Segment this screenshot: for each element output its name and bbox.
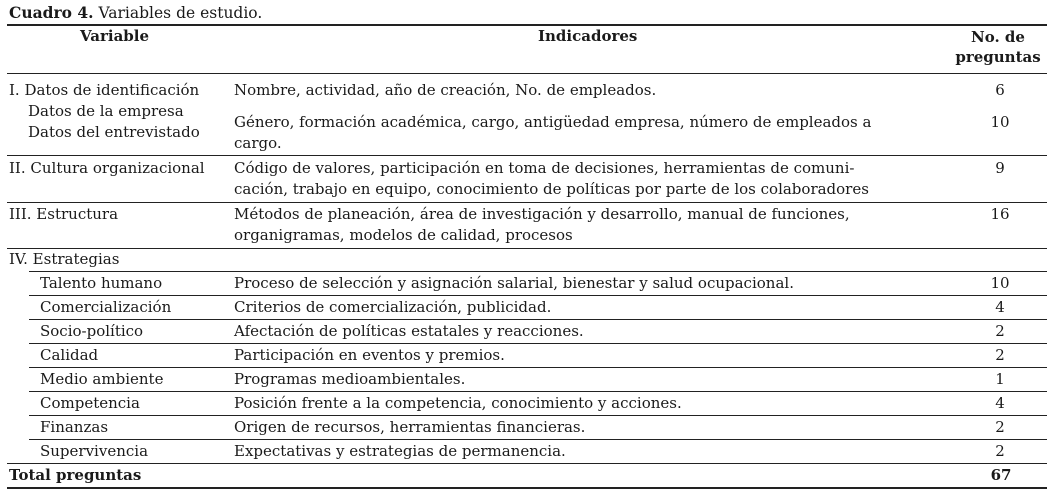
row-1-sub-entrevistado: Datos del entrevistado xyxy=(28,123,200,141)
bottom-rule xyxy=(7,487,1047,489)
subrow-variable: Comercialización xyxy=(40,298,172,316)
subrow-indicators: Participación en eventos y premios. xyxy=(234,346,505,364)
row-3-indicators-line1: Métodos de planeación, área de investigación y desarrollo, manual de funciones, xyxy=(234,205,850,223)
row-1-count-b: 10 xyxy=(990,113,1010,131)
subrow-indicators: Origen de recursos, herramientas financieras. xyxy=(234,418,586,436)
header-preguntas-line1: No. de xyxy=(971,28,1025,46)
row-3-count: 16 xyxy=(990,205,1010,223)
subrow-rule xyxy=(29,295,1047,296)
subrow-variable: Calidad xyxy=(40,346,99,364)
subrow-rule xyxy=(29,343,1047,344)
subrow-count: 10 xyxy=(990,274,1010,292)
row-2-variable: II. Cultura organizacional xyxy=(9,159,205,177)
subrow-indicators: Expectativas y estrategias de permanencia. xyxy=(234,442,566,460)
subrow-variable: Finanzas xyxy=(40,418,109,436)
subrow-rule xyxy=(29,439,1047,440)
row-2-indicators-line1: Código de valores, participación en toma de decisiones, herramientas de comuni- xyxy=(234,159,855,177)
subrow-rule xyxy=(29,367,1047,368)
header-rule xyxy=(7,73,1047,74)
subrow-rule xyxy=(29,415,1047,416)
header-variable: Variable xyxy=(80,27,150,45)
header-indicadores: Indicadores xyxy=(538,27,638,45)
subrow-count: 2 xyxy=(995,418,1005,436)
row-1-count-a: 6 xyxy=(995,81,1005,99)
row-1-sub-empresa: Datos de la empresa xyxy=(28,102,184,120)
subrow-count: 1 xyxy=(995,370,1005,388)
subrow-indicators: Criterios de comercialización, publicidad. xyxy=(234,298,552,316)
subrow-rule xyxy=(29,271,1047,272)
row-rule xyxy=(7,202,1047,203)
top-rule xyxy=(7,24,1047,26)
subrow-indicators: Posición frente a la competencia, conocimiento y acciones. xyxy=(234,394,682,412)
subrow-rule xyxy=(29,319,1047,320)
subrow-variable: Competencia xyxy=(40,394,140,412)
row-1-indicators-a: Nombre, actividad, año de creación, No. de empleados. xyxy=(234,81,657,99)
row-1-indicators-b-line1: Género, formación académica, cargo, antigüedad empresa, número de empleados a xyxy=(234,113,872,131)
subrow-count: 2 xyxy=(995,442,1005,460)
row-2-indicators-line2: cación, trabajo en equipo, conocimiento de políticas por parte de los colaboradores xyxy=(234,180,869,198)
caption-text: Variables de estudio. xyxy=(98,4,263,22)
total-value: 67 xyxy=(990,466,1012,484)
subrow-count: 2 xyxy=(995,322,1005,340)
row-3-variable: III. Estructura xyxy=(9,205,119,223)
subrow-variable: Talento humano xyxy=(40,274,163,292)
caption-label: Cuadro 4. xyxy=(9,3,94,22)
subrow-variable: Supervivencia xyxy=(40,442,149,460)
total-rule xyxy=(7,463,1047,464)
subrow-variable: Medio ambiente xyxy=(40,370,164,388)
row-rule xyxy=(7,155,1047,156)
row-4-variable: IV. Estrategias xyxy=(9,250,120,268)
row-1-variable: I. Datos de identificación xyxy=(9,81,200,99)
table-caption xyxy=(9,3,262,23)
subrow-count: 2 xyxy=(995,346,1005,364)
row-3-indicators-line2: organigramas, modelos de calidad, procesos xyxy=(234,226,573,244)
header-preguntas-line2: preguntas xyxy=(955,48,1041,66)
subrow-indicators: Programas medioambientales. xyxy=(234,370,466,388)
subrow-count: 4 xyxy=(995,298,1005,316)
subrow-indicators: Proceso de selección y asignación salarial, bienestar y salud ocupacional. xyxy=(234,274,794,292)
subrow-rule xyxy=(29,391,1047,392)
row-2-count: 9 xyxy=(995,159,1005,177)
row-1-indicators-b-line2: cargo. xyxy=(234,134,282,152)
subrow-indicators: Afectación de políticas estatales y reacciones. xyxy=(234,322,584,340)
subrow-variable: Socio-político xyxy=(40,322,144,340)
total-label: Total preguntas xyxy=(9,466,142,484)
row-rule xyxy=(7,248,1047,249)
subrow-count: 4 xyxy=(995,394,1005,412)
